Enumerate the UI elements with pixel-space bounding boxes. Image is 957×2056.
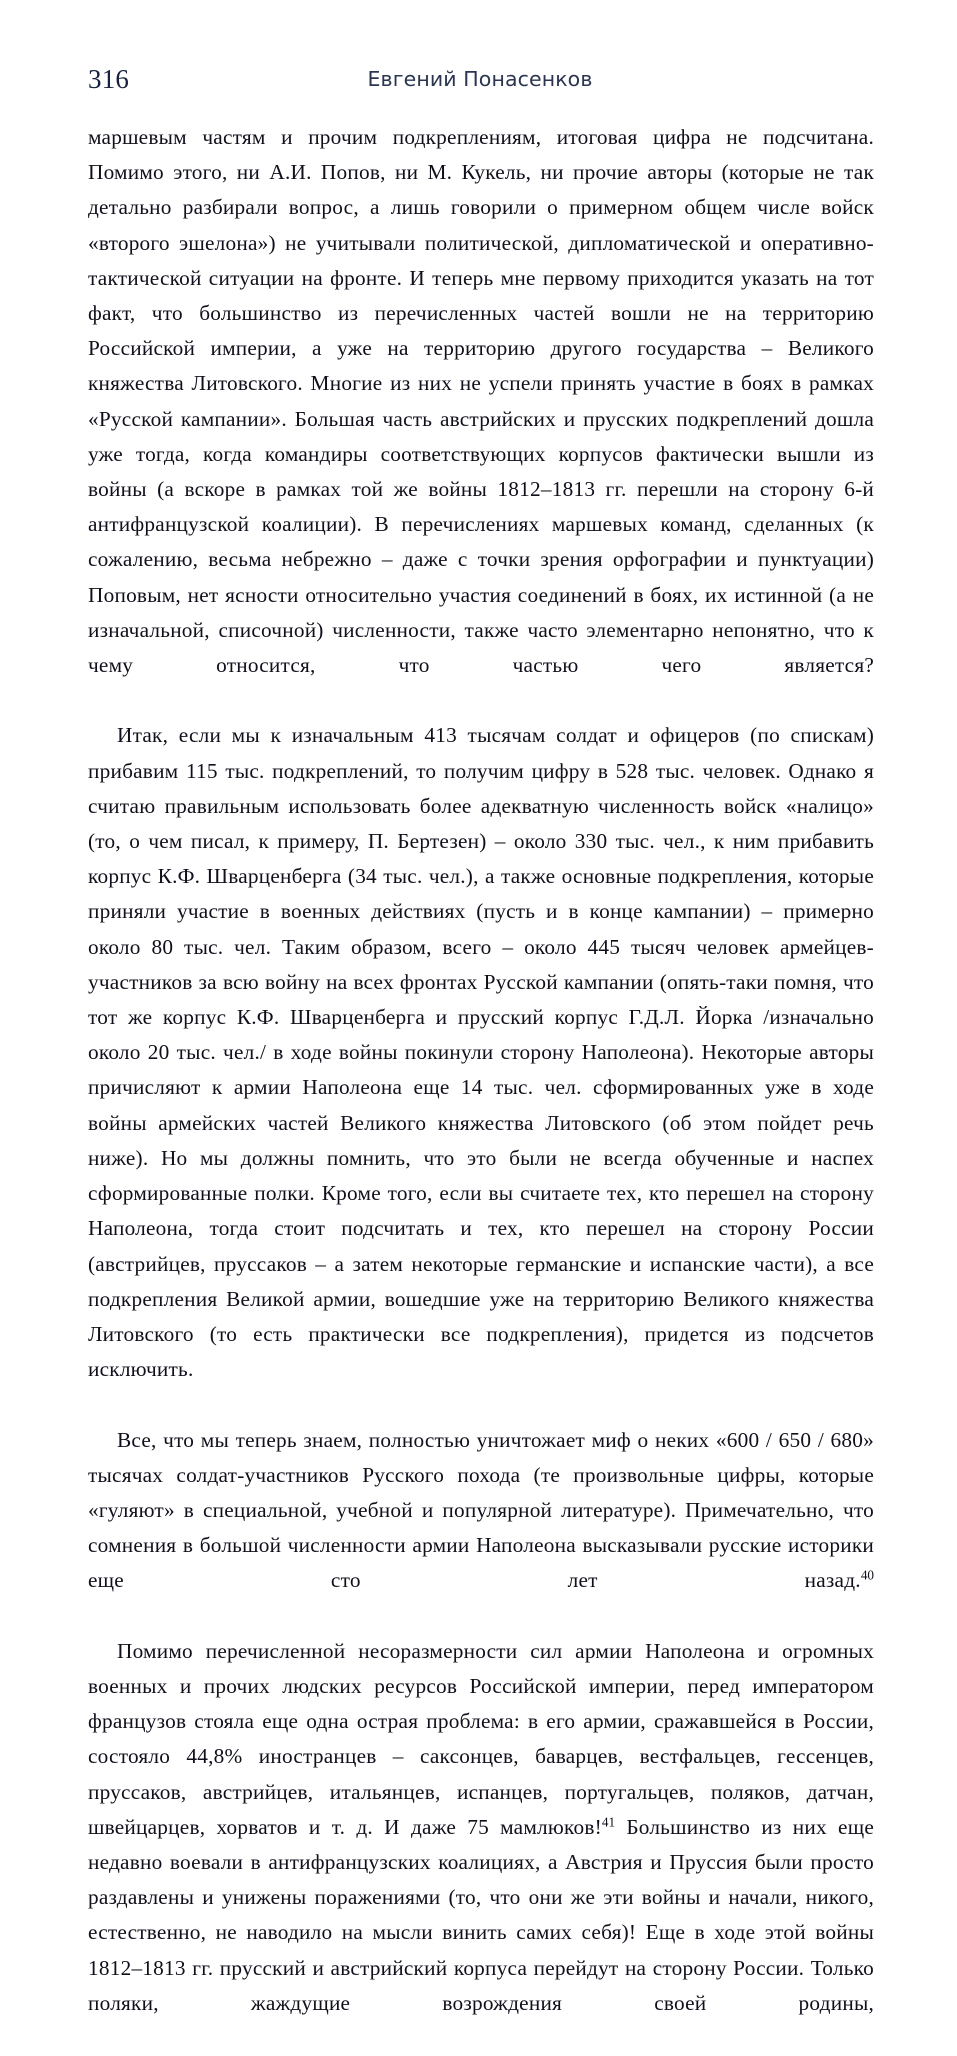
running-head: [88, 62, 872, 100]
running-head-title: Евгений Понасенков: [367, 67, 593, 91]
paragraph: Итак, если мы к изначальным 413 тысячам солдат и офицеров (по спискам) прибавим 115 тыс. подкреплений, то получим цифру в 528 тыс. человек. Однако я считаю правильным использовать более адекватную численность войск «налицо» (то, о чем писал, к примеру, П. Бертезен) – около 330 тыс. чел., к ним прибавить корпус К.Ф. Шварценберга (34 тыс. чел.), а также основные подкрепления, которые приняли участие в военных действиях (пусть и в конце кампании) – примерно около 80 тыс. чел. Таким образом, всего – около 445 тысяч человек армейцев-участников за всю войну на всех фронтах Русской кампании (опять-таки помня, что тот же корпус К.Ф. Шварценберга и прусский корпус Г.Д.Л. Йорка /изначально около 20 тыс. чел./ в ходе войны покинули сторону Наполеона). Некоторые авторы причисляют к армии Наполеона еще 14 тыс. чел. сформированных уже в ходе войны армейских частей Великого княжества Литовского (об этом пойдет речь ниже). Но мы должны помнить, что это были не всегда обученные и наспех сформированные полки. Кроме того, если вы считаете тех, кто перешел на сторону Наполеона, тогда стоит подсчитать и тех, кто перешел на сторону России (австрийцев, пруссаков – а затем некоторые германские и испанские части), а все подкрепления Великой армии, вошедшие уже на территорию Великого княжества Литовского (то есть практически все подкрепления), придется из подсчетов исключить.: [88, 723, 874, 1382]
paragraph-text: Помимо перечисленной несоразмерности сил армии Наполеона и огромных военных и прочих людских ресурсов Российской империи, перед императором французов стояла еще одна острая проблема: в его армии, сражавшейся в России, состояло 44,8% иностранцев – саксонцев, баварцев, вестфальцев, гессенцев, пруссаков, австрийцев, итальянцев, испанцев, португальцев, поляков, датчан, швейцарцев, хорватов и т. д. И даже 75 мамлюков!: [88, 1638, 874, 1839]
page-number: 316: [88, 64, 130, 94]
paragraph: [88, 1423, 874, 1634]
footnote-marker[interactable]: 40: [860, 1567, 874, 1583]
paragraph: [88, 1634, 874, 2056]
paragraph-text-after-note: Большинство из них еще недавно воевали в антифранцузских коалициях, а Австрия и Пруссия были просто раздавлены и унижены поражениями (то, что они же эти войны и начали, никого, естественно, не наводило на мысли винить самих себя)! Еще в ходе этой войны 1812–1813 гг. прусский и австрийский корпуса перейдут на сторону России. Только поляки, жаждущие возрождения своей родины,: [88, 1814, 874, 2015]
text-block: [88, 120, 874, 2056]
footnote-marker[interactable]: 41: [601, 1814, 616, 1830]
paragraph: маршевым частям и прочим подкреплениям, итоговая цифра не подсчитана. Помимо этого, ни А.И. Попов, ни М. Кукель, ни прочие авторы (которые не так детально разбирали вопрос, а лишь говорили о примерном общем числе войск «второго эшелона») не учитывали политической, дипломатической и оперативно-тактической ситуации на фронте. И теперь мне первому приходится указать на тот факт, что большинство из перечисленных частей вошли не на территорию Российской империи, а уже на территорию другого государства – Великого княжества Литовского. Многие из них не успели принять участие в боях в рамках «Русской кампании». Большая часть австрийских и прусских подкреплений дошла уже тогда, когда командиры соответствующих корпусов фактически вышли из войны (а вскоре в рамках той же войны 1812–1813 гг. перешли на сторону 6-й антифранцузской коалиции). В перечислениях маршевых команд, сделанных (к сожалению, весьма небрежно – даже с точки зрения орфографии и пунктуации) Поповым, нет ясности относительно участия соединений в боях, их истинной (а не изначальной, списочной) численности, также часто элементарно непонятно, что к чему относится, что частью чего является?: [88, 125, 874, 678]
paragraph-text: Все, что мы теперь знаем, полностью уничтожает миф о неких «600 / 650 / 680» тысячах солдат-участников Русского похода (те произвольные цифры, которые «гуляют» в специальной, учебной и популярной литературе). Примечательно, что сомнения в большой численности армии Наполеона высказывали русские историки еще сто лет назад.: [88, 1427, 874, 1593]
